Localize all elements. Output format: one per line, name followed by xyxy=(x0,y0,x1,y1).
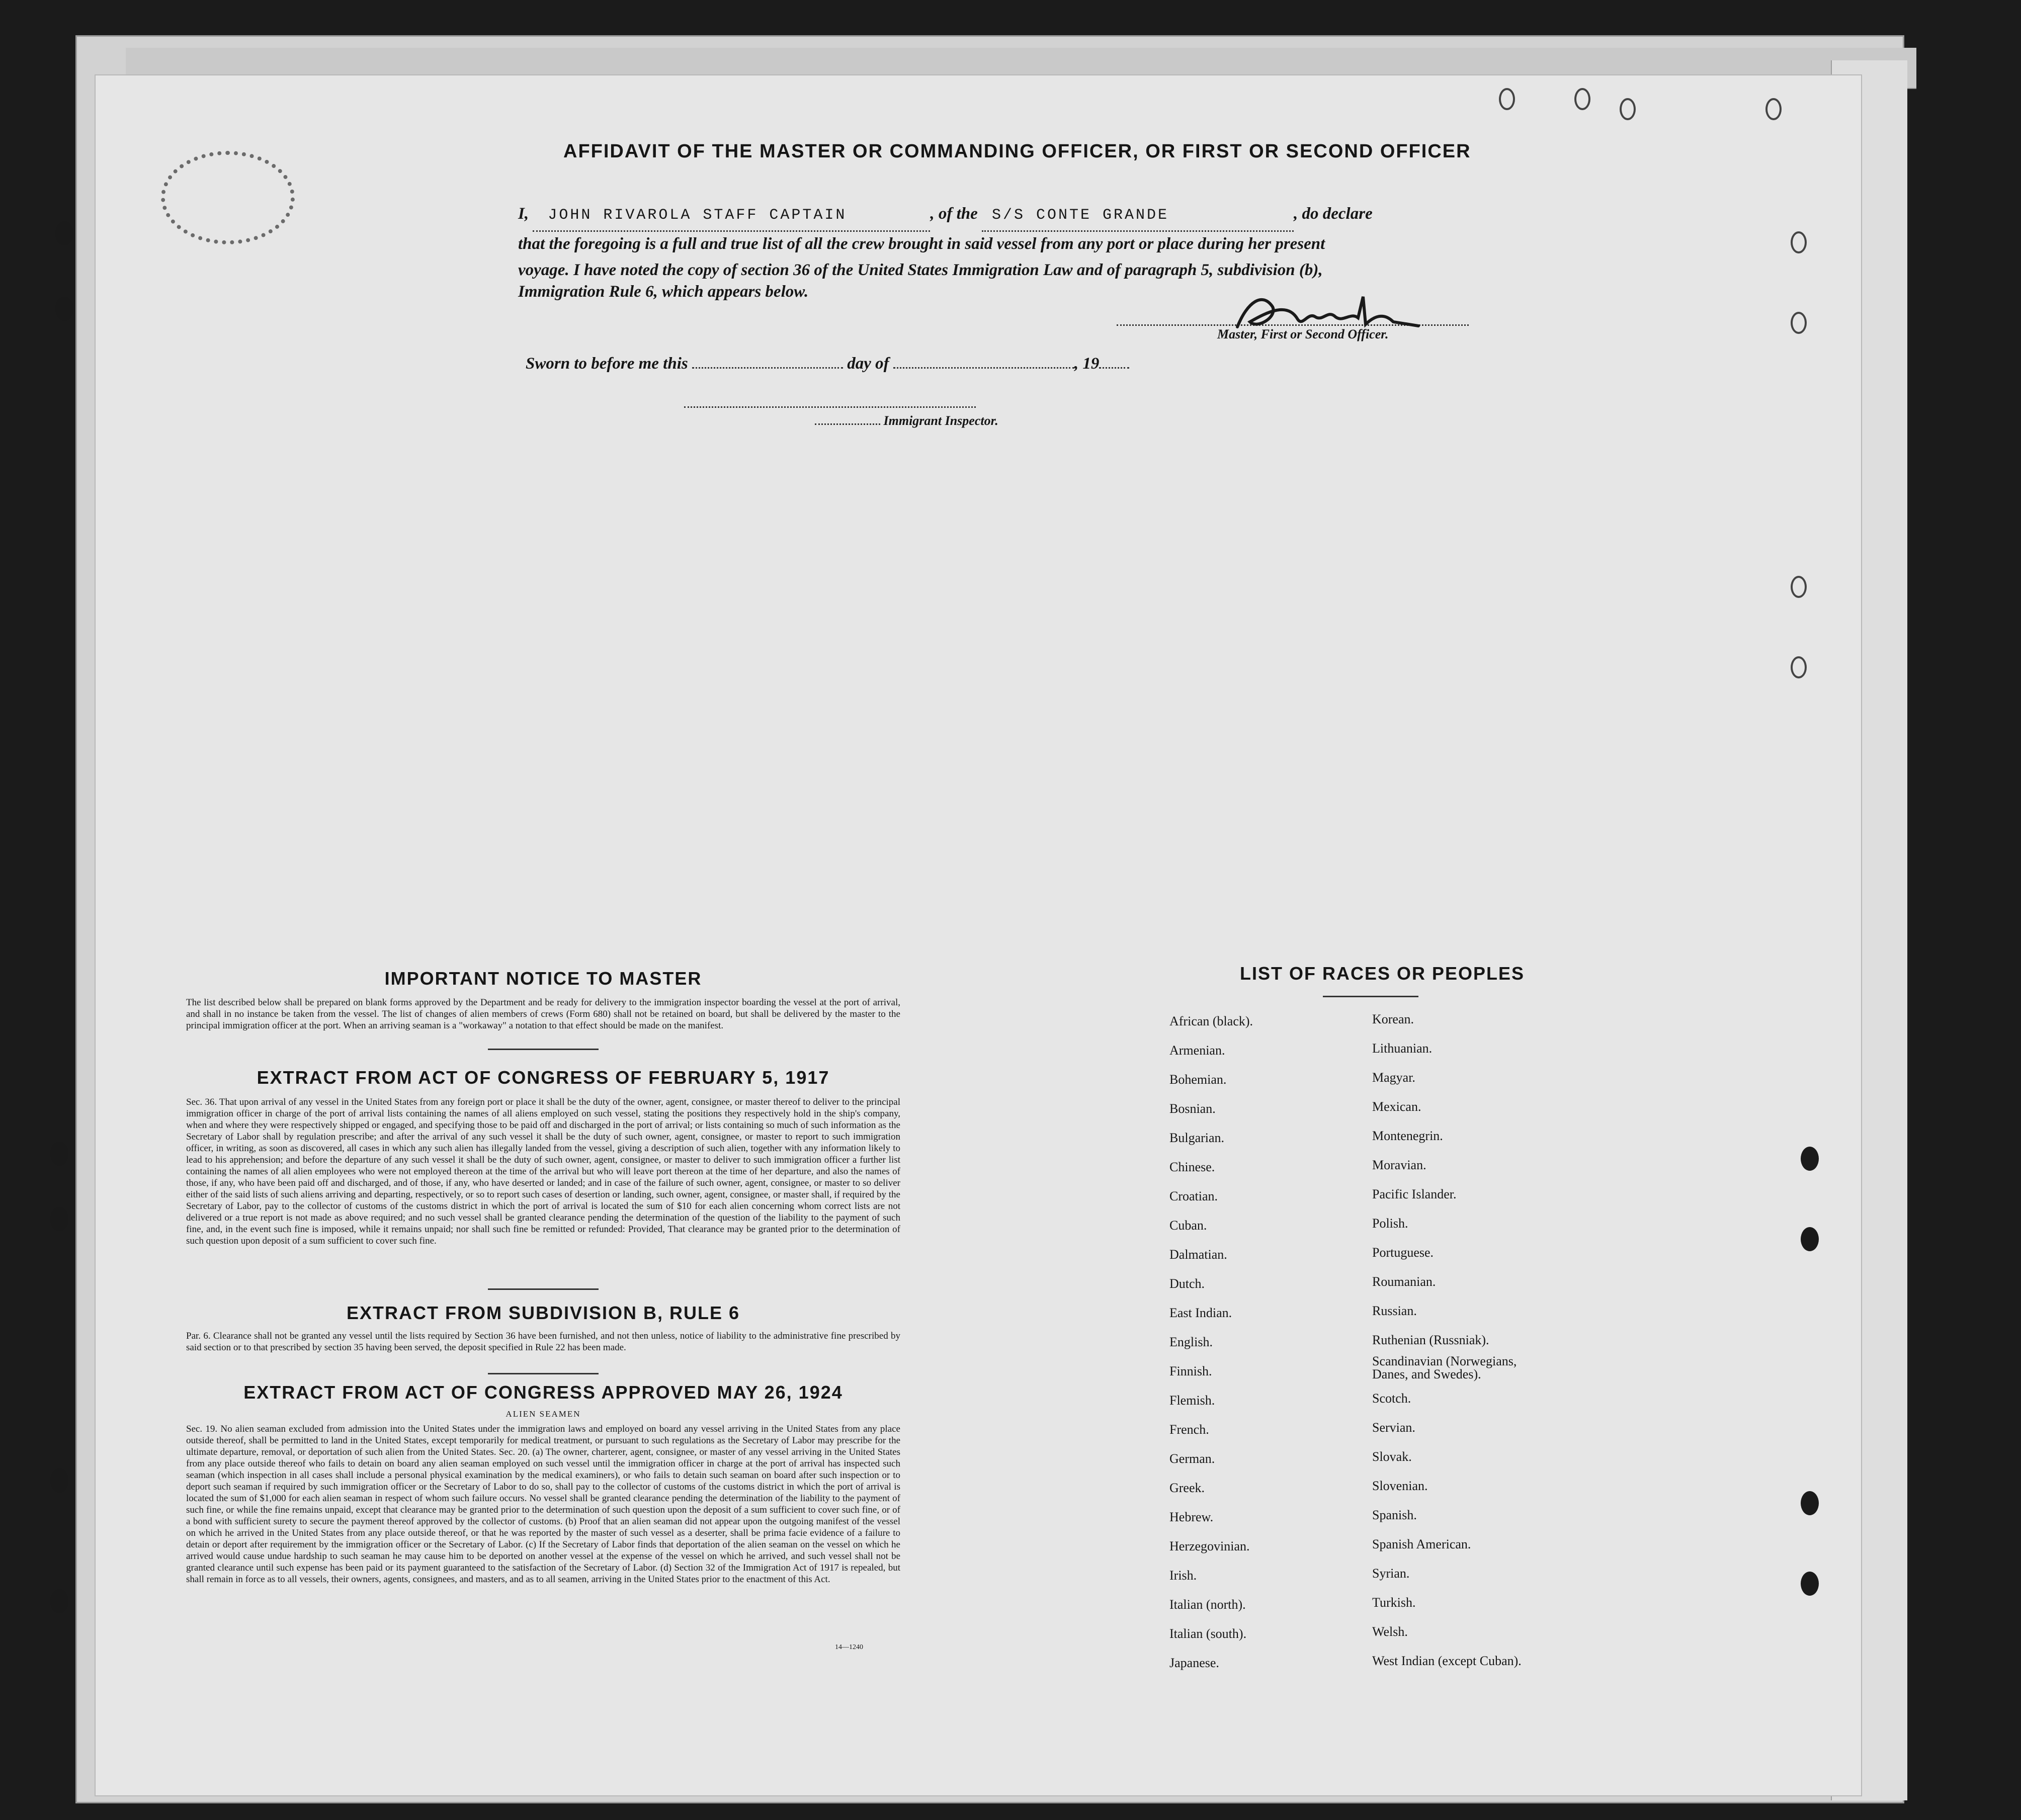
punch-hole xyxy=(1791,312,1807,334)
punch-hole xyxy=(1791,656,1807,678)
vessel-name-field: S/S CONTE GRANDE xyxy=(982,200,1294,232)
race-entry: Slovenian. xyxy=(1372,1479,1428,1493)
sworn-month-field xyxy=(893,352,1074,369)
race-entry: Herzegovinian. xyxy=(1169,1539,1250,1553)
notice-title: IMPORTANT NOTICE TO MASTER xyxy=(384,968,702,989)
race-entry: Pacific Islander. xyxy=(1372,1187,1457,1201)
race-entry: Scandinavian (Norwegians, Danes, and Swedes). xyxy=(1372,1354,1517,1381)
binder-hole xyxy=(55,297,73,321)
race-entry: Dalmatian. xyxy=(1169,1247,1227,1262)
sworn-year-field xyxy=(1099,352,1129,369)
sworn-day-field xyxy=(692,352,843,369)
binder-hole xyxy=(55,221,73,245)
affidavit-line-3: voyage. I have noted the copy of section 36 of the United States Immigration Law and of paragraph 5, subdivision (b), xyxy=(518,261,1323,279)
punch-hole xyxy=(1499,88,1515,110)
race-entry: Servian. xyxy=(1372,1420,1415,1435)
race-entry: Croatian. xyxy=(1169,1189,1218,1203)
race-entry: German. xyxy=(1169,1451,1215,1466)
race-entry: Slovak. xyxy=(1372,1449,1412,1464)
binder-hole xyxy=(50,1468,68,1493)
affidavit-line-4: Immigration Rule 6, which appears below. xyxy=(518,283,809,301)
race-entry: Russian. xyxy=(1372,1304,1417,1318)
punch-hole xyxy=(1620,98,1636,120)
race-entry: Bosnian. xyxy=(1169,1101,1216,1116)
race-entry: Finnish. xyxy=(1169,1364,1212,1378)
race-entry: West Indian (except Cuban). xyxy=(1372,1654,1522,1668)
divider xyxy=(488,1373,599,1374)
race-entry: Bulgarian. xyxy=(1169,1131,1225,1145)
extract-1924-text: Sec. 19. No alien seaman excluded from admission into the United States under the immigration laws and employed on board any vessel arriving in the United States from any place outside thereof, shall be permitted to land in the United States, except temporarily for medical treatment, or pursuant to such regulations as the Secretary of Labor may prescribe for the ultimate departure, removal, or deportation of such alien from the United States. Sec. 20. (a) The owner, charterer, agent, consignee, or master of any vessel arriving in the United States from any place outside thereof who fails to detain on board any alien seaman employed on such vessel until the immigration officer in charge at the port of arrival has inspected such seaman (which inspection in all cases shall include a personal physical examination by the medical examiners), or who fails to detain such seaman on board after such inspection or to deport such seaman if required by such immigration officer or the Secretary of Labor to do so, shall pay to the collector of customs of the customs district in which the port of arrival is located the sum of $1,000 for each alien seaman in respect of whom such failure occurs. No vessel shall be granted clearance pending the determination of the liability to the payment of such fine, or while the fine remains unpaid, except that clearance may be granted prior to the determination of such question upon the deposit of a sum sufficient to cover such fine, or of a bond with sufficient surety to secure the payment thereof approved by the collector of customs. (b) Proof that an alien seaman did not appear upon the outgoing manifest of the vessel on which he arrived in the United States from any place outside thereof, or that he was reported by the master of such vessel as a deserter, shall be prima facie evidence of a failure to detain or deport after requirement by the immigration officer or the Secretary of Labor. (c) If the Secretary of Labor finds that deportation of the alien seaman on the vessel on which he arrived would cause undue hardship to such seaman he may cause him to be deported on another vessel at the expense of the vessel on which he arrived, and such vessel shall not be granted clearance until such expense has been paid or its payment guaranteed to the satisfaction of the Secretary of Labor. (d) Section 32 of the Immigration Act of 1917 is repealed, but shall remain in force as to all vessels, their owners, agents, consignees, and masters, and as to all seamen, arriving in the United States prior to the enactment of this Act. xyxy=(186,1424,900,1585)
divider xyxy=(488,1288,599,1290)
race-entry: Montenegrin. xyxy=(1372,1129,1443,1143)
extract-rule6-title: EXTRACT FROM SUBDIVISION B, RULE 6 xyxy=(346,1303,740,1323)
sworn-line xyxy=(526,352,1129,373)
race-entry: Spanish American. xyxy=(1372,1537,1471,1551)
race-entry: Cuban. xyxy=(1169,1218,1207,1233)
race-entry: Roumanian. xyxy=(1372,1274,1436,1289)
binder-hole xyxy=(50,1207,68,1231)
extract-1917-title: EXTRACT FROM ACT OF CONGRESS OF FEBRUARY 5, 1917 xyxy=(257,1067,830,1088)
extract-rule6-text: Par. 6. Clearance shall not be granted any vessel until the lists required by Section 36 have been furnished, and not then unless, notice of liability to the administrative fine prescribed by said section or to that prescribed by section 35 having been served, the deposit specified in Rule 22 has been made. xyxy=(186,1331,900,1353)
race-entry: Hebrew. xyxy=(1169,1510,1214,1524)
extract-1917-text: Sec. 36. That upon arrival of any vessel in the United States from any foreign port or place it shall be the duty of the owner, agent, consignee, or master thereof to deliver to the principal immigration officer in charge of the port of arrival lists containing the names of all aliens employed on such vessel, stating the positions they respectively hold in the ship's company, when and where they were respectively shipped or engaged, and specifying those to be paid off and discharged in the port of arrival; or lists containing so much of such information as the Secretary of Labor shall by regulation prescribe; and after the arrival of any such vessel it shall be the duty of such owner, agent, consignee, or master to report to such immigration officer, in writing, as soon as discovered, all cases in which any such alien has illegally landed from the vessel, giving a description of such alien, together with any information likely to lead to his apprehension; and before the departure of any such vessel it shall be the duty of such owner, agent, consignee, or master to deliver to such immigration officer a further list containing the names of all alien employees who were not employed thereon at the time of the arrival but who will leave port thereon at the time of her departure, and also the names of those, if any, who have been paid off and discharged, and of those, if any, who have deserted or landed; and in case of the failure of such owner, agent, consignee, or master to so deliver either of the said lists of such aliens arriving and departing, respectively, or so to report such cases of desertion or landing, such owner, agent, consignee, or master shall, if required by the Secretary of Labor, pay to the collector of customs of the customs district in which the port of arrival is located the sum of $10 for each alien concerning whom correct lists are not delivered or a true report is not made as above required; and no such vessel shall be granted clearance pending the determination of the question of the liability to the payment of such fine, and, in the event such fine is imposed, while it remains unpaid; nor shall such fine be remitted or refunded: Provided, That clearance may be granted prior to the determination of such question upon deposit of a sum sufficient to cover such fine. xyxy=(186,1097,900,1246)
race-entry: Greek. xyxy=(1169,1481,1205,1495)
race-entry: Dutch. xyxy=(1169,1276,1205,1291)
officer-name-field: JOHN RIVAROLA STAFF CAPTAIN xyxy=(533,200,930,232)
race-entry: Portuguese. xyxy=(1372,1245,1434,1260)
race-entry: Flemish. xyxy=(1169,1393,1215,1408)
race-entry: Scotch. xyxy=(1372,1391,1411,1406)
inspector-dots xyxy=(815,413,880,425)
divider xyxy=(1323,996,1418,997)
binder-hole xyxy=(50,1589,68,1613)
binder-hole xyxy=(1801,1227,1819,1251)
punch-hole xyxy=(1574,88,1590,110)
form-number: 14—1240 xyxy=(835,1643,863,1651)
punch-hole xyxy=(1765,98,1782,120)
race-entry: Lithuanian. xyxy=(1372,1041,1433,1056)
race-entry: Italian (north). xyxy=(1169,1597,1246,1612)
race-entry: Welsh. xyxy=(1372,1624,1408,1639)
ink-stamp-seal xyxy=(161,151,295,244)
race-entry: East Indian. xyxy=(1169,1306,1232,1320)
race-entry: Mexican. xyxy=(1372,1099,1421,1114)
year-prefix: , 19 xyxy=(1074,355,1100,373)
inspector-label xyxy=(815,413,998,428)
sworn-label: Sworn to before me this xyxy=(526,355,688,373)
races-title: LIST OF RACES OR PEOPLES xyxy=(1240,963,1525,984)
inspector-signature-line xyxy=(684,406,976,408)
binder-hole xyxy=(1801,1147,1819,1171)
race-entry: African (black). xyxy=(1169,1014,1253,1028)
affidavit-title: AFFIDAVIT OF THE MASTER OR COMMANDING OFFICER, OR FIRST OR SECOND OFFICER xyxy=(563,141,1471,162)
races-right-column xyxy=(1372,1005,1553,1676)
day-of-label: day of xyxy=(847,355,889,373)
inspector-label-text: Immigrant Inspector. xyxy=(883,413,998,428)
affidavit-of-the: , of the xyxy=(930,205,978,223)
divider xyxy=(488,1049,599,1050)
race-entry: Chinese. xyxy=(1169,1160,1215,1174)
binder-hole xyxy=(1801,1491,1819,1515)
race-entry: Syrian. xyxy=(1372,1566,1410,1581)
extract-1924-title: EXTRACT FROM ACT OF CONGRESS APPROVED MAY 26, 1924 xyxy=(243,1382,843,1403)
affidavit-line-1 xyxy=(518,199,1464,232)
race-entry: Bohemian. xyxy=(1169,1072,1227,1087)
punch-hole xyxy=(1791,576,1807,598)
race-entry: Armenian. xyxy=(1169,1043,1225,1058)
race-entry: Moravian. xyxy=(1372,1158,1426,1172)
race-entry: Japanese. xyxy=(1169,1656,1219,1670)
race-entry: Italian (south). xyxy=(1169,1626,1247,1641)
binder-hole xyxy=(1801,1572,1819,1596)
signature-caption: Master, First or Second Officer. xyxy=(1217,327,1389,341)
race-entry: English. xyxy=(1169,1335,1213,1349)
races-left-column xyxy=(1169,1007,1253,1678)
binder-hole xyxy=(50,1142,68,1166)
race-entry: French. xyxy=(1169,1422,1209,1437)
race-entry: Spanish. xyxy=(1372,1508,1417,1522)
race-entry: Magyar. xyxy=(1372,1070,1415,1085)
race-entry: Ruthenian (Russniak). xyxy=(1372,1333,1489,1347)
race-entry: Polish. xyxy=(1372,1216,1408,1231)
affidavit-do-declare: , do declare xyxy=(1294,205,1373,223)
affidavit-line-2: that the foregoing is a full and true list of all the crew brought in said vessel from any port or place during her present xyxy=(518,235,1325,253)
race-entry: Irish. xyxy=(1169,1568,1197,1583)
race-entry: Turkish. xyxy=(1372,1595,1416,1610)
affidavit-i: I, xyxy=(518,205,529,223)
notice-text: The list described below shall be prepared on blank forms approved by the Department and be ready for delivery to the immigration inspector boarding the vessel at the port of arrival, and shall in no instance be taken from the vessel. The list of changes of alien members of crews (Form 680) shall not be retained on board, but shall be delivered by the master to the principal immigration officer at the port. When an arriving seaman is a "workaway" a notation to that effect should be made on the manifest. xyxy=(186,997,900,1031)
punch-hole xyxy=(1791,231,1807,253)
race-entry: Korean. xyxy=(1372,1012,1414,1026)
extract-1924-subtitle: ALIEN SEAMEN xyxy=(506,1409,581,1419)
